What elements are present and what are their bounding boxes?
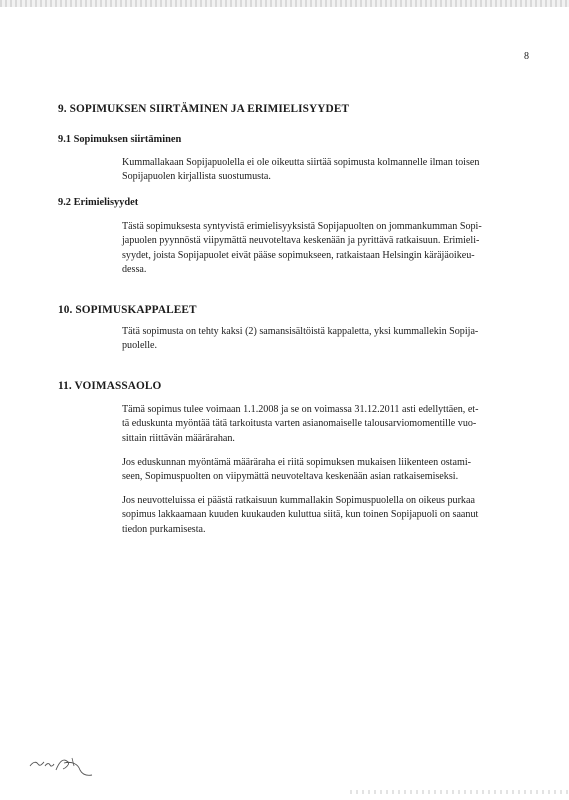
text-line: tiedon purkamisesta. [122, 523, 206, 535]
text-line: Jos eduskunnan myöntämä määräraha ei riitä sopimuksen mukaisen liikenteen ostami- [122, 457, 471, 468]
text-line: Tätä sopimusta on tehty kaksi (2) samansisältöistä kappaletta, yksi kummallekin Sopija- [122, 326, 479, 337]
text-line: Sopijapuolen kirjallista suostumusta. [122, 171, 271, 183]
text-line: tä eduskunta myöntää tätä tarkoitusta varten asianomaiselle talousarviomomentille vuo- [122, 418, 477, 430]
section-9-1-heading: 9.1 Sopimuksen siirtäminen [58, 134, 182, 145]
text-line: seen, Sopimuspuolten on viipymättä neuvoteltava keskenään asian ratkaisemiseksi. [122, 471, 459, 483]
text-line: japuolen pyynnöstä viipymättä neuvoteltava keskenään ja pyrittävä ratkaisuun. Erimieli- [122, 235, 480, 247]
page-number: 8 [524, 51, 529, 62]
text-line: sittain riittävän määrärahan. [122, 432, 235, 444]
text-line: dessa. [122, 263, 147, 275]
handwritten-signature-icon [28, 752, 98, 782]
section-11-heading: 11. VOIMASSAOLO [58, 380, 162, 392]
section-9-2-paragraph [122, 220, 532, 277]
section-10-heading: 10. SOPIMUSKAPPALEET [58, 304, 197, 316]
section-11-paragraph-1 [122, 403, 532, 446]
section-9-2-heading: 9.2 Erimielisyydet [58, 197, 139, 208]
section-11-paragraph-2 [122, 456, 532, 485]
text-line: Tämä sopimus tulee voimaan 1.1.2008 ja se on voimassa 31.12.2011 asti edellyttäen, et- [122, 404, 479, 415]
text-line: sopimus lakkaamaan kuuden kuukauden kuluttua siitä, kun toinen Sopijapuoli on saanut [122, 509, 479, 521]
section-11-paragraph-3 [122, 494, 532, 537]
text-line: Jos neuvotteluissa ei päästä ratkaisuun kummallakin Sopimuspuolella on oikeus purkaa [122, 495, 475, 506]
scan-edge-top [0, 0, 569, 7]
section-10-paragraph [122, 325, 532, 354]
text-line: Kummallakaan Sopijapuolella ei ole oikeutta siirtää sopimusta kolmannelle ilman toisen [122, 157, 480, 168]
section-9-heading: 9. SOPIMUKSEN SIIRTÄMINEN JA ERIMIELISYYDET [58, 103, 350, 115]
text-line: Tästä sopimuksesta syntyvistä erimielisyyksistä Sopijapuolten on jommankumman Sopi- [122, 221, 482, 232]
text-line: syydet, joista Sopijapuolet eivät pääse sopimukseen, ratkaistaan Helsingin käräjäoikeu- [122, 249, 475, 261]
scan-edge-bottom [350, 790, 569, 794]
text-line: puolelle. [122, 340, 158, 352]
section-9-1-paragraph [122, 156, 532, 185]
